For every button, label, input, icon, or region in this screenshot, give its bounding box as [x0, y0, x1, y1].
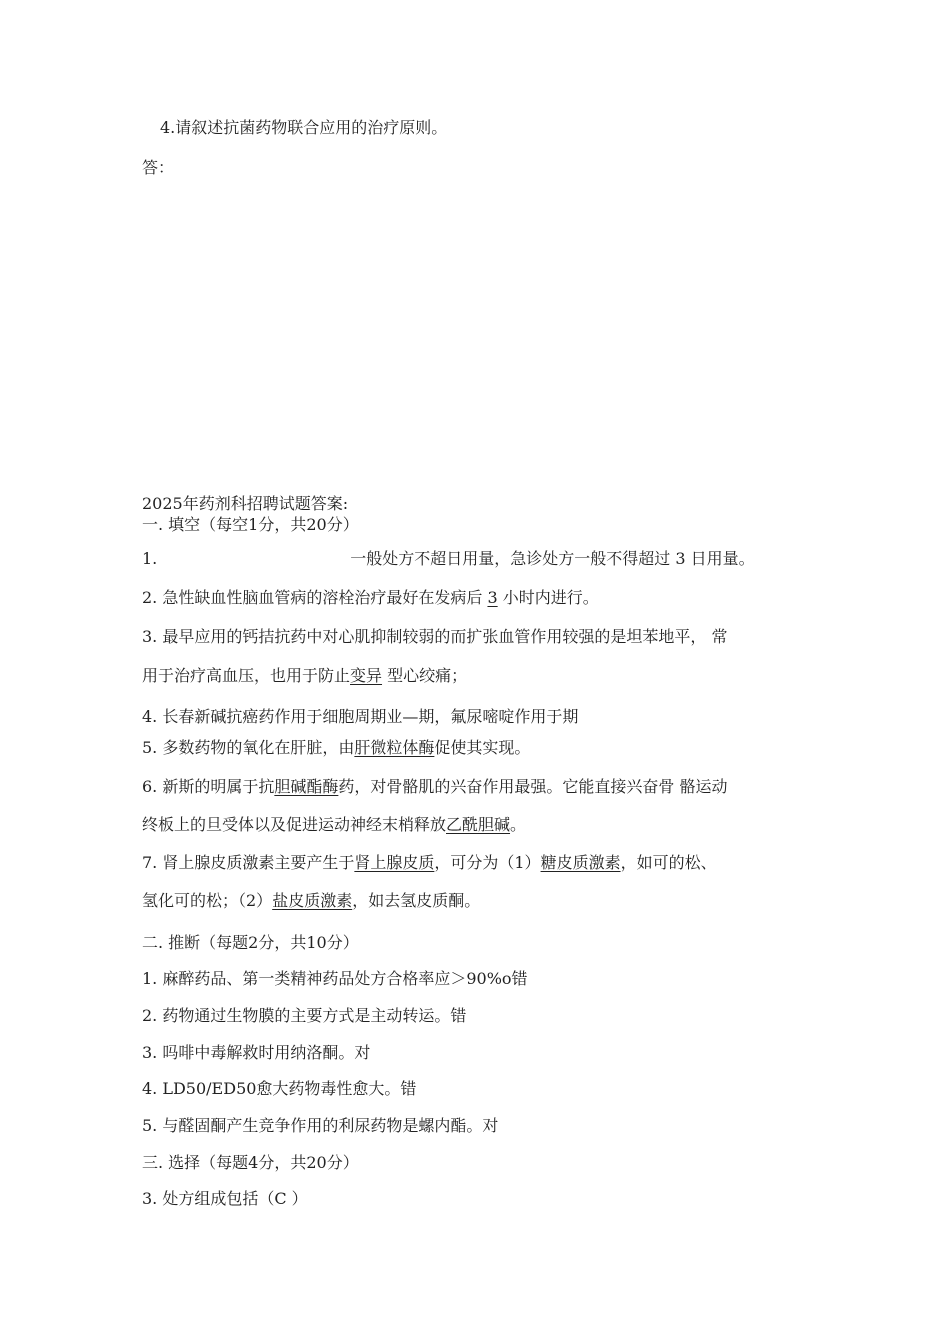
answers-title: 2025年药剂科招聘试题答案:: [142, 494, 349, 513]
section3-heading: 三. 选择（每题4分，共20分）: [142, 1153, 359, 1172]
judge-item-3: 3. 吗啡中毒解救时用纳洛酮。对: [142, 1043, 371, 1062]
fill-q7-answer1: 肾上腺皮质: [354, 853, 435, 872]
fill-q5-answer: 肝微粒体酶: [354, 738, 435, 757]
fill-q4: 4. 长春新碱抗癌药作用于细胞周期业—期，氟尿嘧啶作用于期: [142, 707, 579, 726]
judge-item-2: 2. 药物通过生物膜的主要方式是主动转运。错: [142, 1006, 467, 1025]
fill-q6-line1: 6. 新斯的明属于抗胆碱酯酶药，对骨骼肌的兴奋作用最强。它能直接兴奋骨 骼运动: [142, 777, 728, 796]
fill-q3-line1: 3. 最早应用的钙拮抗药中对心肌抑制较弱的而扩张血管作用较强的是坦苯地平， 常: [142, 627, 728, 646]
fill-q3-line2: 用于治疗高血压，也用于防止变异 型心绞痛；: [142, 666, 468, 685]
fill-q1: [142, 548, 755, 570]
fill-q2-answer: 3: [487, 588, 498, 607]
judge-item-1: 1. 麻醉药品、第一类精神药品处方合格率应＞90%o错: [142, 969, 528, 988]
fill-q2: 2. 急性缺血性脑血管病的溶栓治疗最好在发病后 3 小时内进行。: [142, 588, 599, 607]
fill-q1-number: 1.: [142, 549, 158, 568]
choice-q3: 3. 处方组成包括（C ）: [142, 1189, 308, 1208]
fill-q6-line2: 终板上的旦受体以及促进运动神经末梢释放乙酰胆碱。: [142, 815, 527, 834]
answer-label: 答：: [142, 158, 175, 177]
judge-item-4: 4. LD50/ED50愈大药物毒性愈大。错: [142, 1079, 417, 1098]
fill-q6-answer1: 胆碱酯酶: [274, 777, 339, 796]
fill-q3-answer: 变异: [350, 666, 383, 685]
section1-heading: 一. 填空（每空1分，共20分）: [142, 515, 359, 534]
fill-q7-answer3: 盐皮质激素: [272, 891, 353, 910]
fill-q1-text: 一般处方不超日用量，急诊处方一般不得超过 3 日用量。: [350, 549, 755, 568]
fill-q6-answer2: 乙酰胆碱: [446, 815, 511, 834]
fill-q7-answer2: 糖皮质激素: [540, 853, 621, 872]
question-4: 4.请叙述抗菌药物联合应用的治疗原则。: [160, 118, 448, 137]
judge-item-5: 5. 与醛固酮产生竞争作用的利尿药物是螺内酯。对: [142, 1116, 499, 1135]
fill-q7-line2: 氢化可的松；（2）盐皮质激素，如去氢皮质酮。: [142, 891, 481, 910]
section2-heading: 二. 推断（每题2分，共10分）: [142, 933, 359, 952]
fill-q5: 5. 多数药物的氧化在肝脏，由肝微粒体酶促使其实现。: [142, 738, 531, 757]
fill-q7-line1: 7. 肾上腺皮质激素主要产生于肾上腺皮质，可分为（1）糖皮质激素，如可的松、: [142, 853, 717, 872]
